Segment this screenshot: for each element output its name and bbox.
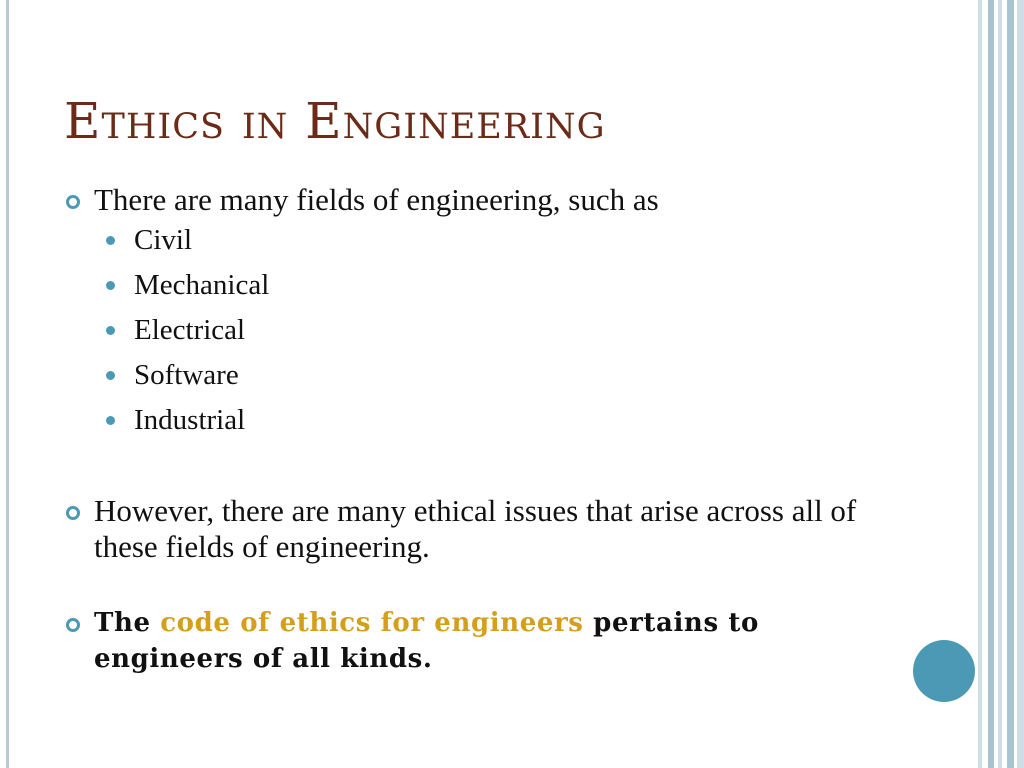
frame-stripe (1017, 0, 1024, 768)
subitem-software (64, 353, 894, 398)
left-frame-stripe (6, 0, 9, 768)
bullet-text: There are many fields of engineering, such as (94, 182, 659, 217)
frame-stripe (978, 0, 982, 768)
subitem-label: Software (134, 359, 239, 391)
bullet-dot-icon (106, 371, 115, 380)
slide-title: Ethics in Engineering (64, 92, 606, 150)
bullet-fields (64, 182, 894, 218)
right-frame-stripes (978, 0, 1024, 768)
bullet-prefix: The (94, 608, 161, 638)
subitem-label: Mechanical (134, 269, 270, 301)
subitem-electrical (64, 308, 894, 353)
frame-stripe (988, 0, 994, 768)
decorative-circle (913, 640, 975, 702)
bullet-dot-icon (106, 326, 115, 335)
bullet-ethical-issues (64, 493, 894, 565)
subitem-mechanical (64, 263, 894, 308)
subitem-label: Civil (134, 224, 193, 256)
bullet-dot-icon (106, 281, 115, 290)
subitem-label: Electrical (134, 314, 246, 346)
subitem-label: Industrial (134, 404, 246, 436)
bullet-ring-icon (66, 618, 80, 632)
bullet-suffix: pertains to engineers of all kinds. (94, 608, 759, 674)
bullet-ring-icon (66, 506, 80, 520)
bullet-code-of-ethics (64, 605, 894, 677)
bullet-dot-icon (106, 236, 115, 245)
frame-stripe (998, 0, 1002, 768)
slide-body (64, 182, 894, 677)
subitem-civil (64, 218, 894, 263)
bullet-text: However, there are many ethical issues that arise across all of these fields of engineering. (94, 493, 857, 564)
bullet-dot-icon (106, 416, 115, 425)
bullet-ring-icon (66, 195, 80, 209)
subitem-industrial (64, 398, 894, 443)
frame-stripe (1007, 0, 1014, 768)
highlighted-phrase: code of ethics for engineers (160, 608, 584, 638)
